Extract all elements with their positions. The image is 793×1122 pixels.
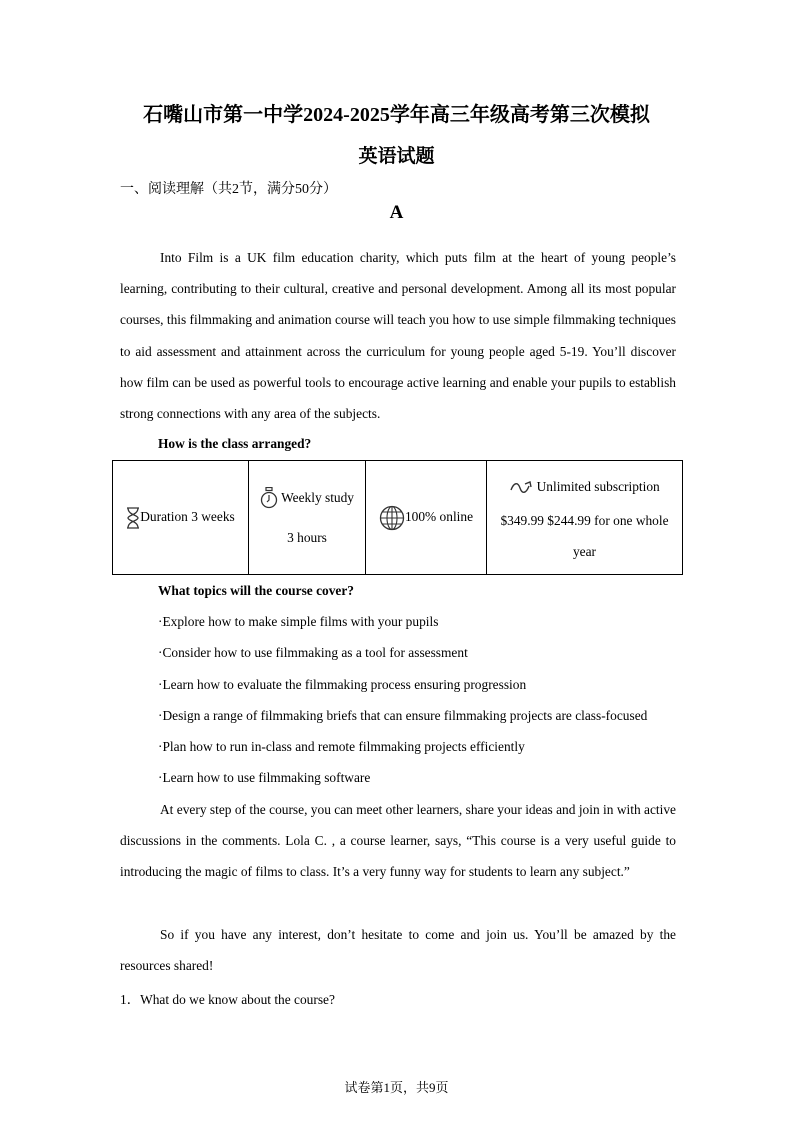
topic-item: ·Learn how to evaluate the filmmaking process ensuring progression [158, 677, 527, 692]
topic-item: ·Design a range of filmmaking briefs that can ensure filmmaking projects are class-focused [158, 708, 648, 723]
weekly-text-line2: 3 hours [287, 529, 327, 545]
exam-title: 石嘴山市第一中学2024-2025学年高三年级高考第三次模拟 [143, 104, 650, 126]
infinity-link-icon [509, 478, 533, 496]
topic-item: ·Consider how to use filmmaking as a tool for assessment [158, 645, 468, 660]
hourglass-icon [126, 507, 140, 529]
topic-item: ·Plan how to run in-class and remote filmmaking projects efficiently [158, 739, 525, 754]
arrangement-heading: How is the class arranged? [158, 436, 312, 451]
topics-heading: What topics will the course cover? [158, 583, 354, 598]
subscription-cell [487, 461, 683, 575]
online-text: 100% online [404, 508, 474, 524]
online-cell [366, 461, 487, 575]
section-heading: 一、阅读理解（共2节，满分50分） [120, 182, 337, 197]
weekly-cell [249, 461, 366, 575]
subscription-price-line1: $349.99 $244.99 for one whole [500, 512, 669, 528]
weekly-text-line1: Weekly study [281, 489, 355, 505]
arrangement-table [112, 460, 683, 575]
subscription-title: Unlimited subscription [536, 478, 660, 494]
duration-text: Duration 3 weeks [140, 508, 235, 524]
page-footer: 试卷第1页，共9页 [344, 1080, 449, 1095]
exam-subtitle: 英语试题 [358, 146, 435, 167]
globe-icon [379, 505, 405, 531]
passage-label: A [389, 202, 404, 223]
intro-paragraph: Into Film is a UK film education charity, which puts film at the heart of young people’s learning, contributing to their cultural, creative and personal development. Among all its most popular courses, this filmmaking and animation course will teach you how to use simple filmmaking techniques to aid assessment and attainment across the curriculum for young people aged 5-19. You’ll discover how film can be used as powerful tools to encourage active learning and enable your pupils to establish strong connections with any area of the subjects. [120, 250, 676, 422]
comments-paragraph: At every step of the course, you can meet other learners, share your ideas and join in with active discussions in the comments. Lola C. , a course learner, says, “This course is a very useful guide to introducing the magic of films to class. It’s a very funny way for students to learn any subject.” [120, 802, 676, 880]
question-1: 1．What do we know about the course? [120, 992, 335, 1007]
stopwatch-icon [260, 487, 278, 509]
subscription-price-line2: year [572, 543, 597, 559]
duration-cell [113, 461, 249, 575]
closing-paragraph: So if you have any interest, don’t hesitate to come and join us. You’ll be amazed by the resources shared! [120, 927, 676, 974]
topic-item: ·Explore how to make simple films with your pupils [158, 614, 439, 629]
topic-item: ·Learn how to use filmmaking software [158, 770, 371, 785]
